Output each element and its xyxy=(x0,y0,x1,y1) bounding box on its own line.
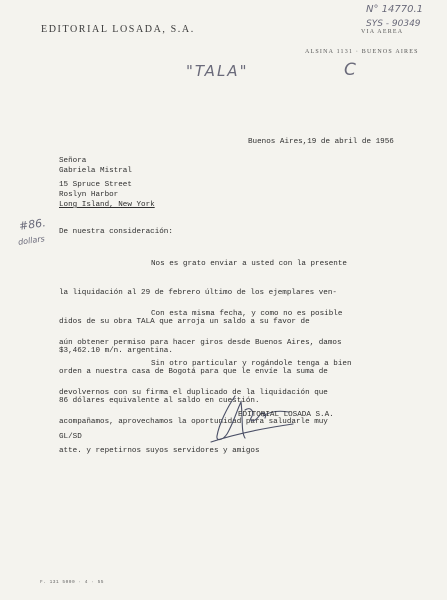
catalog-number-annotation: N° 14770.1 xyxy=(366,4,424,15)
greeting: De nuestra consideración: xyxy=(59,228,173,236)
paragraph-line: Nos es grato enviar a usted con la presente xyxy=(151,260,347,269)
recipient-name: Gabriela Mistral xyxy=(59,167,132,175)
typist-initials: GL/SD xyxy=(59,433,82,441)
paragraph-line: Sin otro particular y rogándole tenga a bien xyxy=(151,360,352,369)
letterhead-address-line1: VIA AEREA xyxy=(361,29,404,35)
closing-company: EDITORIAL LOSADA S.A. xyxy=(238,411,334,419)
paragraph-line: 86 dólares equivalente al saldo en cuestión. xyxy=(59,396,260,405)
paragraph-line: Con esta misma fecha, y como no es posible xyxy=(151,310,343,319)
recipient-street: 15 Spruce Street xyxy=(59,181,132,189)
form-footer-code: F. 131 5000 · 4 · 55 xyxy=(40,580,105,585)
paragraph-line: orden a nuestra casa de Bogotá para que le envíe la suma de xyxy=(59,367,328,376)
letterhead-address-line2: ALSINA 1131 · BUENOS AIRES xyxy=(305,49,419,55)
paragraph-line: acompañamos, aprovechamos la oportunidad para saludarle muy xyxy=(59,417,328,426)
corner-mark-annotation: C xyxy=(344,60,356,80)
paragraph-line: didos de su obra TALA que arroja un saldo a su favor de xyxy=(59,317,310,326)
paragraph-line: devolvernos con su firma el duplicado de la liquidación que xyxy=(59,388,328,397)
paragraph-line: la liquidación al 29 de febrero último de los ejemplares ven- xyxy=(59,288,337,297)
catalog-code-annotation: SYS - 90349 xyxy=(366,19,421,29)
paragraph-line: aún obtener permiso para hacer giros desde Buenos Aires, damos xyxy=(59,338,342,347)
letterhead-company: EDITORIAL LOSADA, S.A. xyxy=(41,24,195,35)
margin-amount-annotation: #86. xyxy=(18,216,47,233)
recipient-city: Roslyn Harbor xyxy=(59,191,119,199)
paragraph-line: $3,462.10 m/n. argentina. xyxy=(59,346,173,355)
recipient-salutation: Señora xyxy=(59,157,87,165)
recipient-region: Long Island, New York xyxy=(59,201,155,209)
title-annotation: "TALA" xyxy=(186,62,249,80)
paragraph-line: atte. y repetirnos suyos servidores y amigos xyxy=(59,446,260,455)
date-line: Buenos Aires,19 de abril de 1956 xyxy=(248,138,394,146)
margin-unit-annotation: dollars xyxy=(17,234,46,247)
